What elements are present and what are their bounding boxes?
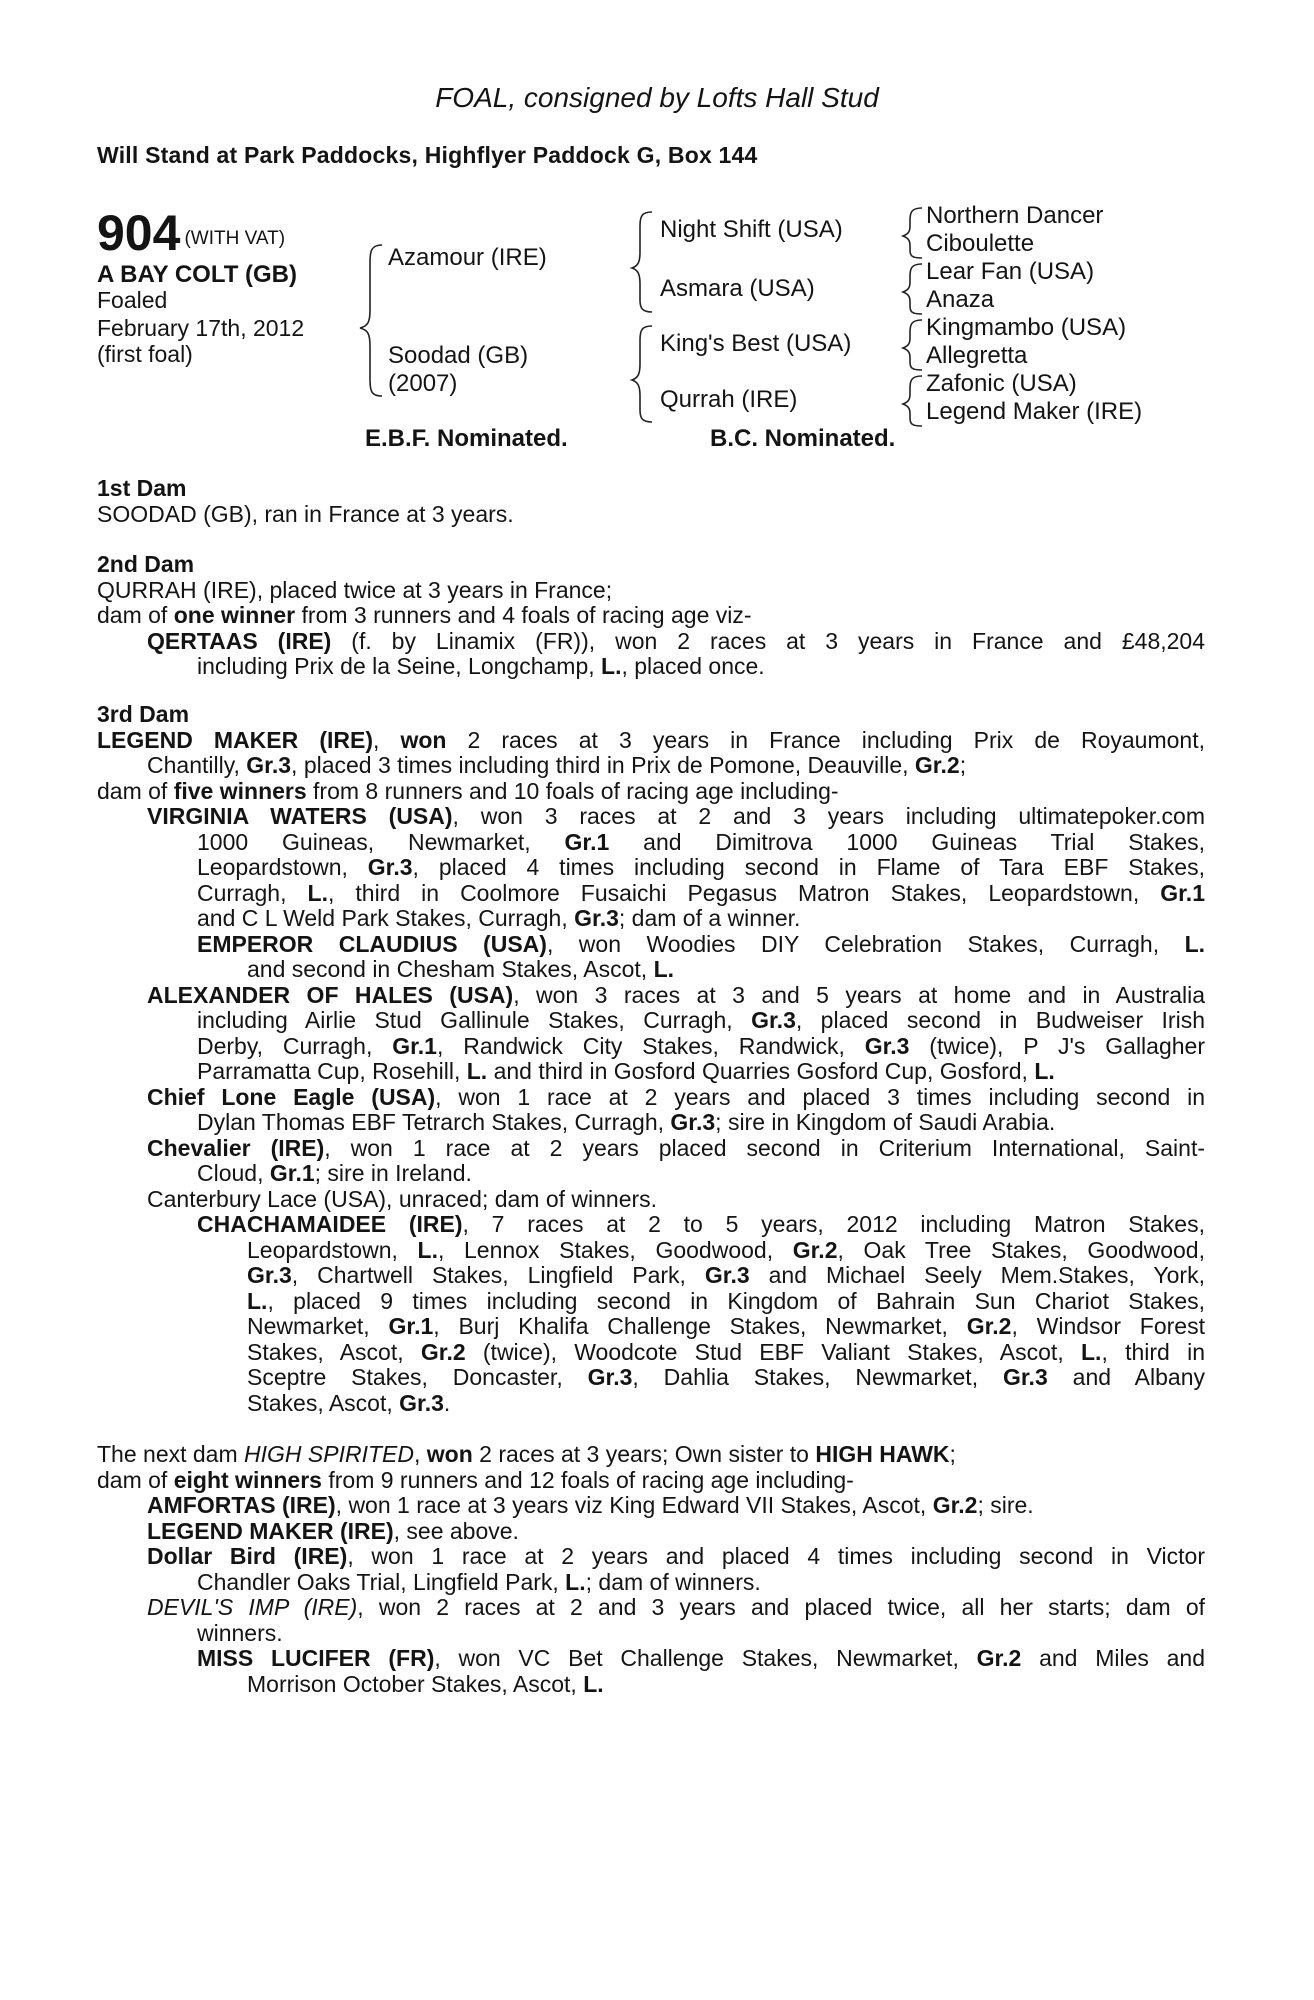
pedigree-gen4-7: Zafonic (USA) xyxy=(926,370,1077,397)
first-dam-text: SOODAD (GB), ran in France at 3 years. xyxy=(97,500,514,527)
pedigree-dam-year: (2007) xyxy=(388,370,458,397)
second-dam-line: QURRAH (IRE), placed twice at 3 years in France; xyxy=(97,576,613,603)
progeny-entry: Sceptre Stakes, Doncaster, Gr.3, Dahlia Stakes, Newmarket, Gr.3 and Albany xyxy=(247,1364,1205,1390)
brace-qurrah xyxy=(903,376,922,426)
pedigree-gen3-2: Asmara (USA) xyxy=(660,275,815,302)
brace-asmara xyxy=(903,264,922,314)
pedigree-gen4-2: Ciboulette xyxy=(926,230,1035,257)
brace-azamour xyxy=(632,212,652,312)
progeny-entry: CHACHAMAIDEE (IRE), 7 races at 2 to 5 years, 2012 including Matron Stakes, xyxy=(197,1211,1205,1237)
stand-location: Will Stand at Park Paddocks, Highflyer Paddock G, Box 144 xyxy=(97,142,758,168)
pedigree-gen4-3: Lear Fan (USA) xyxy=(926,258,1095,285)
progeny-entry: Parramatta Cup, Rosehill, L. and third in Gosford Quarries Gosford Cup, Gosford, L. xyxy=(197,1058,1055,1084)
pedigree-dam: Soodad (GB) xyxy=(388,342,529,369)
next-dam-section xyxy=(97,1442,1205,1697)
second-dam-line: dam of one winner from 3 runners and 4 foals of racing age viz- xyxy=(97,602,752,628)
progeny-entry: including Airlie Stud Gallinule Stakes, Curragh, Gr.3, placed second in Budweiser Irish xyxy=(197,1007,1205,1033)
foaled-date: February 17th, 2012 xyxy=(97,315,305,341)
progeny-entry: Stakes, Ascot, Gr.2 (twice), Woodcote Stud EBF Valiant Stakes, Ascot, L., third in xyxy=(247,1338,1205,1365)
pedigree-gen3-3: King's Best (USA) xyxy=(660,330,852,357)
progeny-entry: LEGEND MAKER (IRE), see above. xyxy=(147,1517,519,1544)
pedigree-gen4-4: Anaza xyxy=(926,286,995,313)
second-dam-heading: 2nd Dam xyxy=(97,551,195,577)
pedigree-gen4-1: Northern Dancer xyxy=(926,202,1104,229)
brace-sire-dam xyxy=(360,245,382,396)
brace-night-shift xyxy=(903,208,922,258)
progeny-entry: and second in Chesham Stakes, Ascot, L. xyxy=(247,956,675,982)
progeny-entry: Chevalier (IRE), won 1 race at 2 years placed second in Criterium International, Saint- xyxy=(147,1134,1206,1161)
progeny-entry: Canterbury Lace (USA), unraced; dam of winners. xyxy=(147,1185,658,1212)
progeny-entry: Chief Lone Eagle (USA), won 1 race at 2 years and placed 3 times including second in xyxy=(147,1083,1205,1110)
pedigree-gen4-6: Allegretta xyxy=(926,342,1028,369)
brace-soodad xyxy=(632,326,652,422)
first-dam-heading: 1st Dam xyxy=(97,475,187,501)
next-dam-line: dam of eight winners from 9 runners and 12 foals of racing age including- xyxy=(97,1466,854,1493)
progeny-entry: including Prix de la Seine, Longchamp, L., placed once. xyxy=(197,653,765,679)
foaled-label: Foaled xyxy=(97,287,168,313)
progeny-entry: winners. xyxy=(197,1619,283,1646)
progeny-entry: L., placed 9 times including second in Kingdom of Bahrain Sun Chariot Stakes, xyxy=(247,1287,1205,1314)
progeny-entry: Stakes, Ascot, Gr.3. xyxy=(247,1389,451,1416)
progeny-entry: VIRGINIA WATERS (USA), won 3 races at 2 and 3 years including ultimatepoker.com xyxy=(147,803,1205,829)
progeny-entry: DEVIL'S IMP (IRE), won 2 races at 2 and 3 years and placed twice, all her starts; dam of xyxy=(147,1594,1205,1620)
progeny-entry: EMPEROR CLAUDIUS (USA), won Woodies DIY Celebration Stakes, Curragh, L. xyxy=(197,930,1206,957)
page-title: FOAL, consigned by Lofts Hall Stud xyxy=(435,82,879,113)
progeny-entry: Cloud, Gr.1; sire in Ireland. xyxy=(197,1160,472,1186)
pedigree-gen4-5: Kingmambo (USA) xyxy=(926,314,1127,341)
first-dam-section xyxy=(97,476,1205,527)
bc-nominated: B.C. Nominated. xyxy=(710,425,896,452)
progeny-entry: Curragh, L., third in Coolmore Fusaichi Pegasus Matron Stakes, Leopardstown, Gr.1 xyxy=(197,879,1205,906)
progeny-entry: Gr.3, Chartwell Stakes, Lingfield Park, Gr.3 and Michael Seely Mem.Stakes, York, xyxy=(247,1262,1205,1288)
third-dam-line: LEGEND MAKER (IRE), won 2 races at 3 years in France including Prix de Royaumont, xyxy=(97,726,1205,753)
progeny-entry: and C L Weld Park Stakes, Curragh, Gr.3; dam of a winner. xyxy=(197,905,801,931)
ebf-nominated: E.B.F. Nominated. xyxy=(365,425,568,452)
third-dam-line: dam of five winners from 8 runners and 10 foals of racing age including- xyxy=(97,777,839,804)
second-dam-section xyxy=(97,552,1205,680)
brace-kings-best xyxy=(903,320,922,370)
progeny-entry: 1000 Guineas, Newmarket, Gr.1 and Dimitrova 1000 Guineas Trial Stakes, xyxy=(197,828,1205,855)
pedigree-gen3-1: Night Shift (USA) xyxy=(660,216,843,243)
pedigree-gen3-4: Qurrah (IRE) xyxy=(660,386,798,413)
next-dam-line: The next dam HIGH SPIRITED, won 2 races at 3 years; Own sister to HIGH HAWK; xyxy=(97,1441,956,1467)
progeny-entry: ALEXANDER OF HALES (USA), won 3 races at 3 and 5 years at home and in Australia xyxy=(147,981,1205,1008)
progeny-entry: QERTAAS (IRE) (f. by Linamix (FR)), won 2 races at 3 years in France and £48,204 xyxy=(147,627,1206,654)
pedigree-sire: Azamour (IRE) xyxy=(388,244,547,271)
progeny-entry: Dylan Thomas EBF Tetrarch Stakes, Curragh, Gr.3; sire in Kingdom of Saudi Arabia. xyxy=(197,1109,1056,1135)
progeny-entry: Leopardstown, Gr.3, placed 4 times including second in Flame of Tara EBF Stakes, xyxy=(197,854,1205,880)
pedigree-gen4-8: Legend Maker (IRE) xyxy=(926,398,1143,425)
progeny-entry: Chandler Oaks Trial, Lingfield Park, L.; dam of winners. xyxy=(197,1568,761,1595)
progeny-entry: Dollar Bird (IRE), won 1 race at 2 years and placed 4 times including second in Victor xyxy=(147,1543,1206,1569)
progeny-entry: AMFORTAS (IRE), won 1 race at 3 years viz King Edward VII Stakes, Ascot, Gr.2; sire. xyxy=(147,1492,1034,1518)
progeny-entry: Leopardstown, L., Lennox Stakes, Goodwood, Gr.2, Oak Tree Stakes, Goodwood, xyxy=(247,1236,1205,1263)
pedigree-braces xyxy=(0,0,1314,440)
third-dam-heading: 3rd Dam xyxy=(97,701,190,727)
lot-number: 904 xyxy=(97,205,181,261)
lot-name: A BAY COLT (GB) xyxy=(97,261,298,288)
vat-note: (WITH VAT) xyxy=(184,228,286,249)
progeny-entry: Derby, Curragh, Gr.1, Randwick City Stakes, Randwick, Gr.3 (twice), P J's Gallagher xyxy=(197,1032,1205,1059)
first-foal-note: (first foal) xyxy=(97,341,193,367)
progeny-entry: MISS LUCIFER (FR), won VC Bet Challenge Stakes, Newmarket, Gr.2 and Miles and xyxy=(197,1645,1206,1671)
progeny-entry: Newmarket, Gr.1, Burj Khalifa Challenge Stakes, Newmarket, Gr.2, Windsor Forest xyxy=(247,1313,1205,1339)
third-dam-line: Chantilly, Gr.3, placed 3 times including third in Prix de Pomone, Deauville, Gr.2; xyxy=(147,752,967,778)
third-dam-section xyxy=(97,702,1205,1416)
progeny-entry: Morrison October Stakes, Ascot, L. xyxy=(247,1670,604,1697)
